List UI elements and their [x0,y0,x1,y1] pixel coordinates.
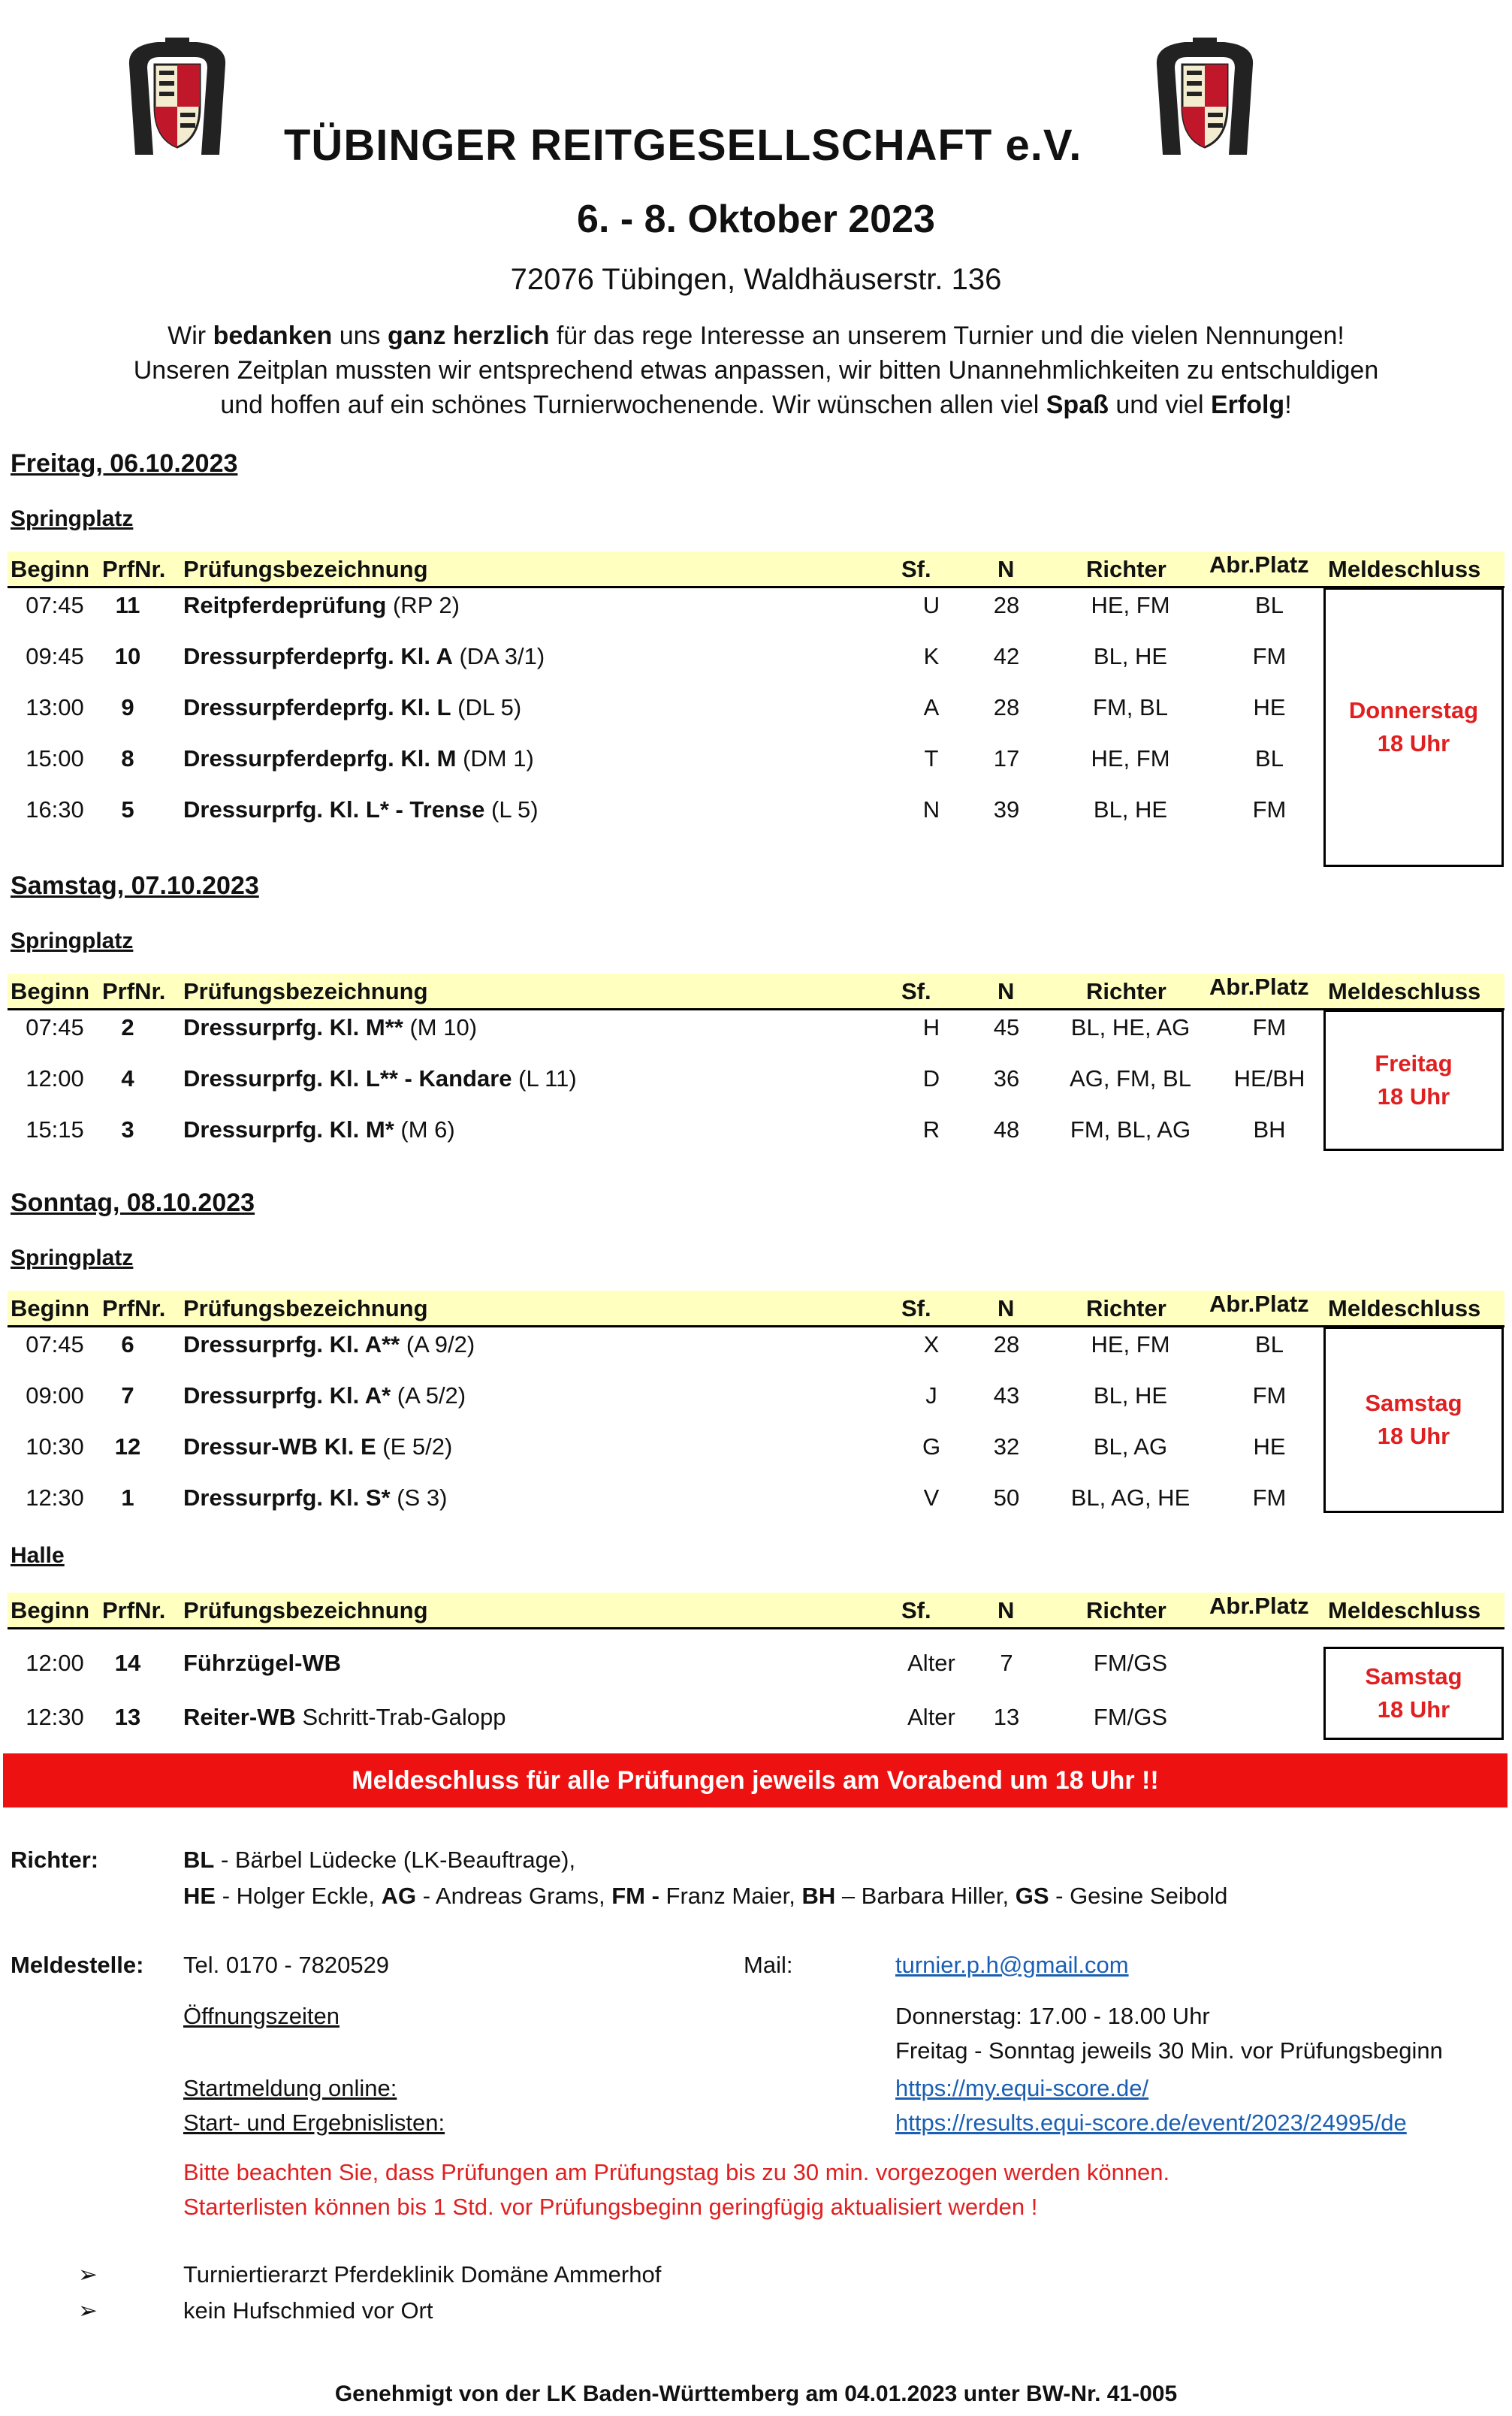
cell-name: Dressurprfg. Kl. A* (A 5/2) [183,1382,466,1409]
cell-n: 13 [993,1704,1020,1730]
event-address: 72076 Tübingen, Waldhäuserstr. 136 [510,263,1002,296]
table-header-saturday: Beginn PrfNr. Prüfungsbezeichnung Sf. N Richter Abr.Platz Meldeschluss [8,974,1504,1010]
crest-logo-right [1140,35,1269,164]
cell-richter: HE, FM [1091,1331,1170,1357]
cell-abr: BL [1255,745,1284,772]
cell-name: Führzügel-WB [183,1650,342,1676]
deadline-banner: Meldeschluss für alle Prüfungen jeweils am Vorabend um 18 Uhr !! [3,1753,1507,1807]
table-row [8,685,1504,736]
cell-sf: J [925,1382,937,1409]
cell-sf: Alter [907,1650,955,1676]
cell-n: 36 [993,1065,1020,1092]
cell-begin: 10:30 [26,1433,84,1460]
notice-2: Starterlisten können bis 1 Std. vor Prüfungsbeginn geringfügig aktualisiert werden ! [183,2194,1038,2220]
mail-link[interactable]: turnier.p.h@gmail.com [895,1952,1129,1978]
cell-abr: FM [1252,796,1287,823]
table-header-friday: Beginn PrfNr. Prüfungsbezeichnung Sf. N Richter Abr.Platz Meldeschluss [8,551,1504,588]
office-label: Meldestelle: [11,1952,144,1978]
cell-abr: HE [1253,694,1286,720]
intro-line-2: Unseren Zeitplan mussten wir entsprechend etwas anpassen, wir bitten Unannehmlichkeiten zu entschuldigen [133,356,1379,385]
table-row [8,1107,1504,1158]
cell-richter: BL, HE [1093,643,1168,669]
table-header-halle: Beginn PrfNr. Prüfungsbezeichnung Sf. N Richter Abr.Platz Meldeschluss [8,1593,1504,1629]
deadline-halle: Samstag 18 Uhr [1323,1647,1504,1740]
cell-nr: 14 [114,1650,141,1676]
lists-label: Start- und Ergebnislisten: [183,2109,445,2136]
judges-label: Richter: [11,1847,99,1873]
deadline-sunday: Samstag 18 Uhr [1323,1327,1504,1513]
judges-line-2: HE - Holger Eckle, AG - Andreas Grams, FM - Franz Maier, BH – Barbara Hiller, GS - Gesine Seibold [183,1883,1228,1909]
cell-begin: 12:00 [26,1065,84,1092]
cell-begin: 09:00 [26,1382,84,1409]
hours-2: Freitag - Sonntag jeweils 30 Min. vor Prüfungsbeginn [895,2037,1443,2064]
cell-begin: 07:45 [26,1014,84,1040]
table-row [8,1424,1504,1475]
table-row [8,1373,1504,1424]
intro-text [0,319,1512,422]
cell-name: Dressurprfg. Kl. A** (A 9/2) [183,1331,475,1357]
cell-n: 28 [993,592,1020,618]
online-label: Startmeldung online: [183,2075,397,2101]
cell-n: 48 [993,1116,1020,1143]
cell-nr: 7 [121,1382,134,1409]
cell-richter: HE, FM [1091,592,1170,618]
intro-line-1: Wir bedanken uns ganz herzlich für das rege Interesse an unserem Turnier und die vielen Nennungen! [167,322,1345,350]
cell-sf: H [922,1014,940,1040]
cell-n: 28 [993,694,1020,720]
arrow-bullet-icon: ➢ [78,2297,98,2324]
cell-sf: Alter [907,1704,955,1730]
cell-begin: 12:00 [26,1650,84,1676]
cell-richter: HE, FM [1091,745,1170,772]
cell-begin: 16:30 [26,796,84,823]
cell-name: Dressur-WB Kl. E (E 5/2) [183,1433,453,1460]
cell-n: 28 [993,1331,1020,1357]
cell-abr: BH [1253,1116,1286,1143]
cell-richter: FM/GS [1093,1704,1168,1730]
cell-begin: 13:00 [26,694,84,720]
cell-abr: BL [1255,592,1284,618]
day-friday: Freitag, 06.10.2023 [11,449,238,478]
cell-abr: FM [1252,643,1287,669]
table-row [8,1056,1504,1107]
place-friday: Springplatz [11,506,134,531]
cell-sf: D [922,1065,940,1092]
cell-n: 39 [993,796,1020,823]
cell-name: Reiter-WB Schritt-Trab-Galopp [183,1704,506,1730]
table-row [8,1641,1504,1692]
cell-nr: 8 [121,745,134,772]
cell-richter: FM, BL, AG [1070,1116,1191,1143]
cell-sf: R [922,1116,940,1143]
cell-nr: 10 [114,643,141,669]
table-row [8,583,1504,634]
cell-richter: BL, HE [1093,796,1168,823]
cell-name: Dressurpferdeprfg. Kl. A (DA 3/1) [183,643,545,669]
cell-abr: BL [1255,1331,1284,1357]
online-link[interactable]: https://my.equi-score.de/ [895,2075,1149,2101]
table-row [8,1475,1504,1527]
cell-n: 50 [993,1484,1020,1511]
cell-name: Dressurprfg. Kl. L** - Kandare (L 11) [183,1065,577,1092]
cell-nr: 2 [121,1014,134,1040]
cell-abr: HE [1253,1433,1286,1460]
day-saturday: Samstag, 07.10.2023 [11,871,259,900]
cell-name: Dressurprfg. Kl. S* (S 3) [183,1484,448,1511]
cell-name: Dressurpferdeprfg. Kl. L (DL 5) [183,694,522,720]
event-date: 6. - 8. Oktober 2023 [577,198,935,241]
cell-nr: 3 [121,1116,134,1143]
place-halle: Halle [11,1543,65,1568]
org-name: TÜBINGER REITGESELLSCHAFT e.V. [284,121,1082,170]
place-sunday: Springplatz [11,1246,134,1270]
table-row [8,1005,1504,1056]
cell-abr: FM [1252,1484,1287,1511]
bullet-vet: Turniertierarzt Pferdeklinik Domäne Ammerhof [183,2261,662,2288]
office-phone: Tel. 0170 - 7820529 [183,1952,390,1978]
cell-richter: BL, AG [1093,1433,1168,1460]
cell-sf: G [922,1433,941,1460]
cell-begin: 15:00 [26,745,84,772]
footer-approval: Genehmigt von der LK Baden-Württemberg am 04.01.2023 unter BW-Nr. 41-005 [334,2381,1178,2406]
cell-nr: 13 [114,1704,141,1730]
cell-begin: 15:15 [26,1116,84,1143]
cell-nr: 1 [121,1484,134,1511]
notice-1: Bitte beachten Sie, dass Prüfungen am Prüfungstag bis zu 30 min. vorgezogen werden können. [183,2159,1170,2185]
cell-name: Dressurprfg. Kl. L* - Trense (L 5) [183,796,539,823]
table-row [8,787,1504,838]
cell-richter: BL, AG, HE [1070,1484,1191,1511]
cell-sf: K [923,643,940,669]
hours-label: Öffnungszeiten [183,2003,340,2029]
judges-line-1: BL - Bärbel Lüdecke (LK-Beauftrage), [183,1847,576,1873]
mail-label: Mail: [744,1952,793,1978]
table-row [8,634,1504,685]
cell-nr: 11 [115,592,140,618]
cell-begin: 07:45 [26,1331,84,1357]
cell-n: 32 [993,1433,1020,1460]
cell-n: 42 [993,643,1020,669]
cell-sf: N [922,796,940,823]
hours-1: Donnerstag: 17.00 - 18.00 Uhr [895,2003,1210,2029]
bullet-farrier: kein Hufschmied vor Ort [183,2297,433,2324]
cell-n: 17 [993,745,1020,772]
crest-logo-left [113,35,242,164]
table-row [8,1322,1504,1373]
cell-nr: 12 [114,1433,141,1460]
cell-sf: T [924,745,939,772]
table-header-sunday: Beginn PrfNr. Prüfungsbezeichnung Sf. N Richter Abr.Platz Meldeschluss [8,1291,1504,1327]
cell-abr: FM [1252,1014,1287,1040]
cell-begin: 12:30 [26,1704,84,1730]
table-row [8,736,1504,787]
cell-nr: 6 [121,1331,134,1357]
cell-richter: FM/GS [1093,1650,1168,1676]
cell-abr: HE/BH [1233,1065,1305,1092]
deadline-saturday: Freitag 18 Uhr [1323,1010,1504,1151]
cell-begin: 07:45 [26,592,84,618]
cell-n: 45 [993,1014,1020,1040]
cell-richter: FM, BL [1093,694,1168,720]
cell-name: Reitpferdeprüfung (RP 2) [183,592,460,618]
cell-richter: BL, HE [1093,1382,1168,1409]
lists-link[interactable]: https://results.equi-score.de/event/2023/24995/de [895,2109,1407,2136]
cell-richter: BL, HE, AG [1070,1014,1191,1040]
cell-abr: FM [1252,1382,1287,1409]
cell-name: Dressurprfg. Kl. M* (M 6) [183,1116,455,1143]
cell-nr: 4 [121,1065,134,1092]
cell-begin: 12:30 [26,1484,84,1511]
intro-line-3: und hoffen auf ein schönes Turnierwochenende. Wir wünschen allen viel Spaß und viel Erfolg! [220,391,1292,419]
cell-n: 43 [993,1382,1020,1409]
cell-nr: 9 [121,694,134,720]
place-saturday: Springplatz [11,929,134,953]
cell-sf: A [923,694,940,720]
deadline-friday: Donnerstag 18 Uhr [1323,587,1504,867]
cell-sf: V [923,1484,940,1511]
arrow-bullet-icon: ➢ [78,2261,98,2288]
cell-begin: 09:45 [26,643,84,669]
cell-sf: X [923,1331,940,1357]
cell-sf: U [922,592,940,618]
day-sunday: Sonntag, 08.10.2023 [11,1188,255,1217]
cell-name: Dressurprfg. Kl. M** (M 10) [183,1014,478,1040]
table-row [8,1695,1504,1746]
cell-nr: 5 [121,796,134,823]
cell-richter: AG, FM, BL [1070,1065,1191,1092]
cell-n: 7 [1000,1650,1013,1676]
cell-name: Dressurpferdeprfg. Kl. M (DM 1) [183,745,534,772]
